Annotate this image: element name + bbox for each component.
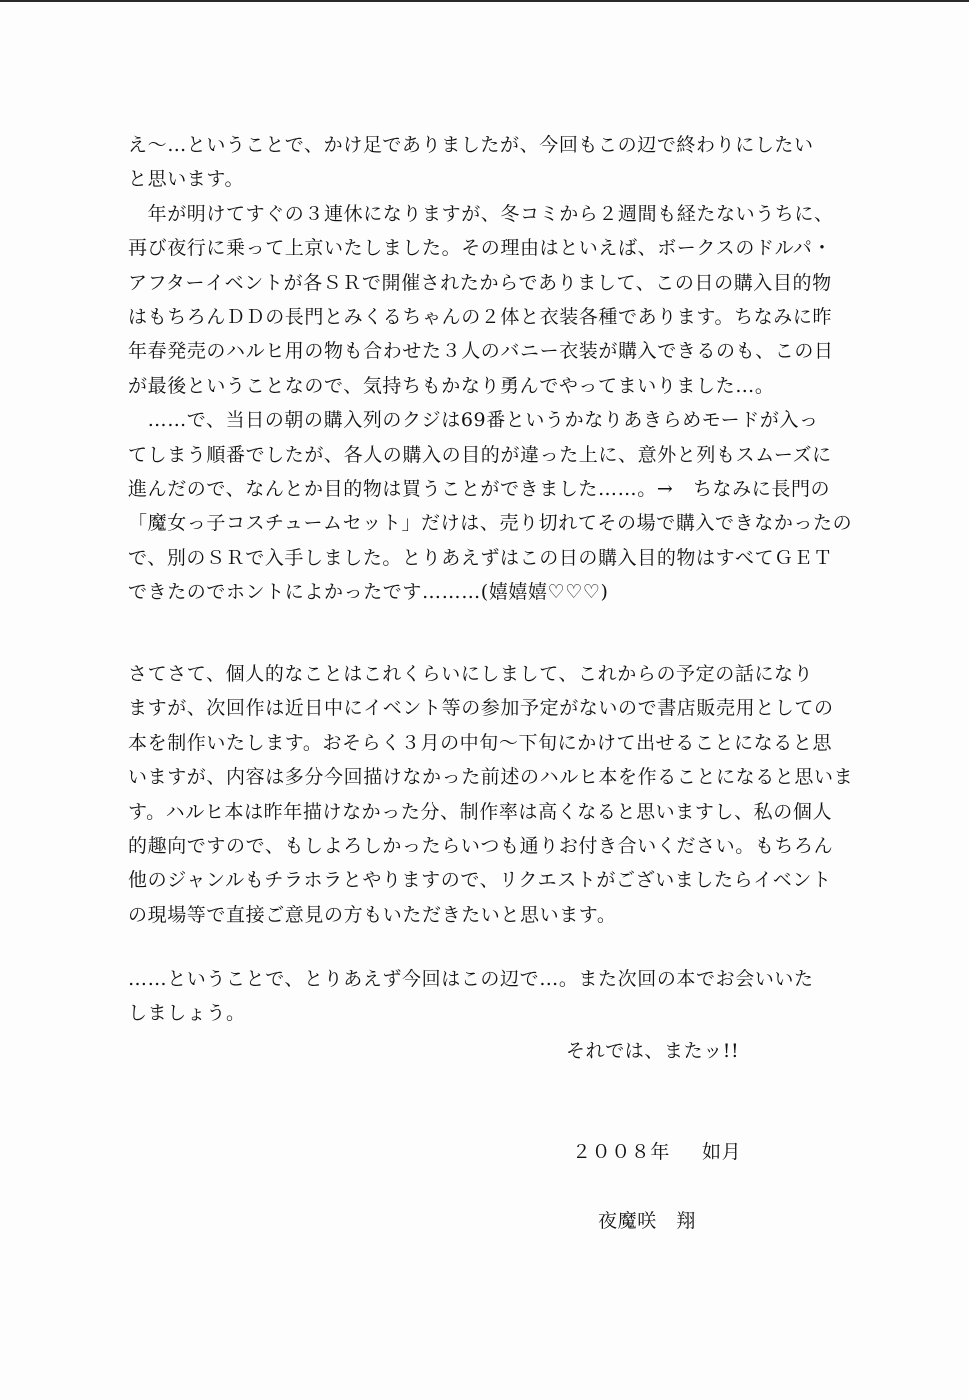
text-line: しましょう。 — [128, 1002, 246, 1025]
text-line: さてさて、個人的なことはこれくらいにしまして、これからの予定の話になり — [128, 663, 814, 685]
text-line: ……ということで、とりあえず今回はこの辺で…。また次回の本でお会いいた — [128, 968, 814, 990]
text-line: てしまう順番でしたが、各人の購入の目的が違った上に、意外と列もスムーズに — [128, 443, 832, 466]
paragraph-future-plans — [128, 657, 868, 932]
date-line — [572, 1137, 741, 1164]
text-line: 本を制作いたします。おそらく３月の中旬〜下旬にかけて出せることになると思 — [128, 731, 833, 754]
text-line: 年が明けてすぐの３連休になりますが、冬コミから２週間も経たないうちに、 — [128, 202, 834, 225]
text-line: はもちろんＤＤの長門とみくるちゃんの２体と衣装各種であります。ちなみに昨 — [128, 305, 833, 328]
text-line: 「魔女っ子コスチュームセット」だけは、売り切れてその場で購入できなかったの — [128, 512, 853, 535]
paragraph-event-report — [128, 128, 868, 609]
text-line: 進んだので、なんとか目的物は買うことができました……。→ ちなみに長門の — [128, 477, 831, 500]
text-line: が最後ということなので、気持ちもかなり勇んでやってまいりました…。 — [128, 374, 775, 397]
scan-edge — [0, 0, 969, 2]
date-month: 如月 — [702, 1141, 742, 1163]
text-line: と思います。 — [128, 168, 245, 191]
text-line: 他のジャンルもチラホラとやりますので、リクエストがございましたらイベント — [128, 869, 832, 892]
text-line: ますが、次回作は近日中にイベント等の参加予定がないので書店販売用としての — [128, 697, 834, 720]
text-line: の現場等で直接ご意見の方もいただきたいと思います。 — [128, 903, 617, 926]
paragraph-farewell — [128, 962, 868, 1031]
text-line: 的趣向ですので、もしよろしかったらいつも通りお付き合いください。もちろん — [128, 834, 834, 857]
author-signature: 夜魔咲 翔 — [598, 1210, 697, 1232]
closing-remark: それでは、またッ!! — [566, 1040, 740, 1062]
date-year: ２００８年 — [572, 1141, 671, 1163]
text-line: 再び夜行に乗って上京いたしました。その理由はといえば、ボークスのドルパ・ — [128, 237, 833, 260]
text-line: いますが、内容は多分今回描けなかった前述のハルヒ本を作ることになると思いま — [128, 766, 854, 789]
text-line: アフターイベントが各ＳＲで開催されたからでありまして、この日の購入目的物 — [128, 271, 832, 294]
text-line: す。ハルヒ本は昨年描けなかった分、制作率は高くなると思いますし、私の個人 — [128, 800, 833, 823]
text-line: できたのでホントによかったです………(嬉嬉嬉♡♡♡) — [128, 581, 609, 604]
text-line: 年春発売のハルヒ用の物も合わせた３人のバニー衣装が購入できるのも、この日 — [128, 340, 834, 363]
text-line: で、別のＳＲで入手しました。とりあえずはこの日の購入目的物はすべてＧＥＴ — [128, 546, 833, 569]
text-line: え〜…ということで、かけ足でありましたが、今回もこの辺で終わりにしたい — [128, 134, 814, 156]
text-line: ……で、当日の朝の購入列のクジは69番というかなりあきらめモードが入っ — [128, 409, 819, 432]
